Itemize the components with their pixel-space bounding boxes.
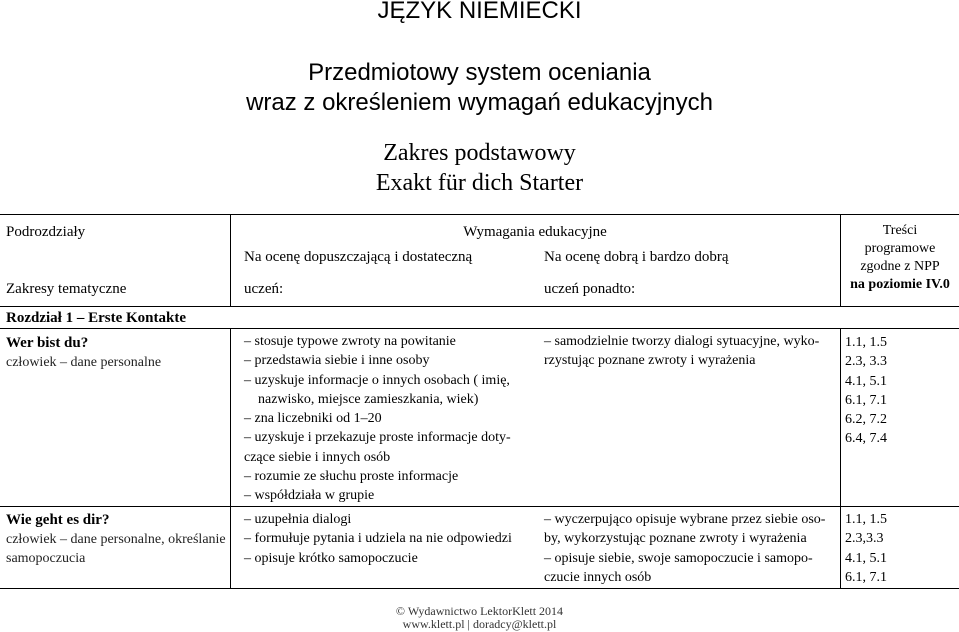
curriculum-header-line: zgodne z NPP <box>860 259 940 274</box>
column-header-curriculum <box>841 222 959 294</box>
table-rule <box>0 506 959 507</box>
table-rule <box>0 328 959 329</box>
curriculum-code: 2.3,3.3 <box>845 531 884 547</box>
table-rule <box>0 588 959 589</box>
list-item: – przedstawia siebie i inne osoby <box>244 353 430 369</box>
curriculum-code: 6.1, 7.1 <box>845 392 887 408</box>
curriculum-header-line: Treści <box>882 223 918 238</box>
list-item: czucie innych osób <box>544 569 652 585</box>
curriculum-code: 1.1, 1.5 <box>845 335 887 350</box>
column-header-advanced: Na ocenę dobrą i bardzo dobrą <box>544 249 729 265</box>
column-subheader-basic: uczeń: <box>244 281 284 297</box>
column-header-subchapters: Podrozdziały <box>6 224 86 240</box>
table-divider <box>230 328 231 588</box>
list-item: – uzyskuje i przekazuje proste informacje doty- <box>244 430 511 446</box>
list-item: rzystując poznane zwroty i wyrażenia <box>544 353 756 369</box>
column-header-basic: Na ocenę dopuszczającą i dostateczną <box>244 249 473 265</box>
chapter-title: Rozdział 1 – Erste Kontakte <box>6 310 186 326</box>
list-item: nazwisko, miejsce zamieszkania, wiek) <box>258 391 479 407</box>
curriculum-code: 2.3, 3.3 <box>845 354 887 370</box>
curriculum-code: 4.1, 5.1 <box>845 373 887 389</box>
list-item: – opisuje siebie, swoje samopoczucie i samopo- <box>544 550 813 566</box>
curriculum-code: 6.1, 7.1 <box>845 569 887 585</box>
list-item: – formułuje pytania i udziela na nie odpowiedzi <box>244 531 512 547</box>
curriculum-code: 6.4, 7.4 <box>845 431 887 447</box>
table-divider <box>840 328 841 588</box>
curriculum-code: 1.1, 1.5 <box>845 512 887 527</box>
column-header-topics: Zakresy tematyczne <box>6 281 127 297</box>
curriculum-header-line: programowe <box>864 241 936 256</box>
basic-requirements-list <box>244 332 511 506</box>
requirements-header: Wymagania edukacyjne <box>463 224 607 240</box>
curriculum-codes <box>845 510 887 587</box>
list-item: – uzupełnia dialogi <box>244 512 352 527</box>
document-title-line2: wraz z określeniem wymagań edukacyjnych <box>246 89 713 116</box>
document-scope: Zakres podstawowy <box>383 140 576 166</box>
list-item: – rozumie ze słuchu proste informacje <box>244 469 459 485</box>
topic-title: Wer bist du? <box>6 335 89 351</box>
topic-description: człowiek – dane personalne, określanie <box>6 532 226 547</box>
topic-title: Wie geht es dir? <box>6 512 110 528</box>
footer-contact: www.klett.pl | doradcy@klett.pl <box>402 617 557 631</box>
document-course: Exakt für dich Starter <box>375 170 584 196</box>
topic-description: samopoczucia <box>6 551 86 566</box>
advanced-requirements-list <box>544 332 819 371</box>
list-item: czące siebie i innych osób <box>244 449 391 465</box>
advanced-requirements-list <box>544 510 825 587</box>
table-rule <box>0 214 959 215</box>
list-item: – samodzielnie tworzy dialogi sytuacyjne, wyko- <box>544 334 820 349</box>
column-subheader-advanced: uczeń ponadto: <box>544 281 636 297</box>
curriculum-code: 6.2, 7.2 <box>845 412 887 428</box>
topic-description: człowiek – dane personalne <box>6 355 162 370</box>
list-item: – wyczerpująco opisuje wybrane przez siebie oso- <box>544 512 826 527</box>
curriculum-code: 4.1, 5.1 <box>845 550 887 566</box>
table-rule <box>0 306 959 307</box>
list-item: – zna liczebniki od 1–20 <box>244 411 382 427</box>
table-row-topic <box>6 510 226 568</box>
footer-copyright: © Wydawnictwo LektorKlett 2014 <box>395 604 564 618</box>
list-item: – stosuje typowe zwroty na powitanie <box>244 334 456 349</box>
basic-requirements-list <box>244 510 512 568</box>
curriculum-header-line: na poziomie IV.0 <box>850 277 950 292</box>
list-item: – współdziała w grupie <box>244 488 375 504</box>
table-row-topic <box>6 333 161 373</box>
list-item: – opisuje krótko samopoczucie <box>244 550 418 566</box>
document-title-line1: Przedmiotowy system oceniania <box>308 59 651 86</box>
list-item: – uzyskuje informacje o innych osobach ( imię, <box>244 372 510 388</box>
list-item: by, wykorzystując poznane zwroty i wyrażenia <box>544 531 807 547</box>
curriculum-codes <box>845 333 887 449</box>
document-subject: JĘZYK NIEMIECKI <box>377 0 582 24</box>
